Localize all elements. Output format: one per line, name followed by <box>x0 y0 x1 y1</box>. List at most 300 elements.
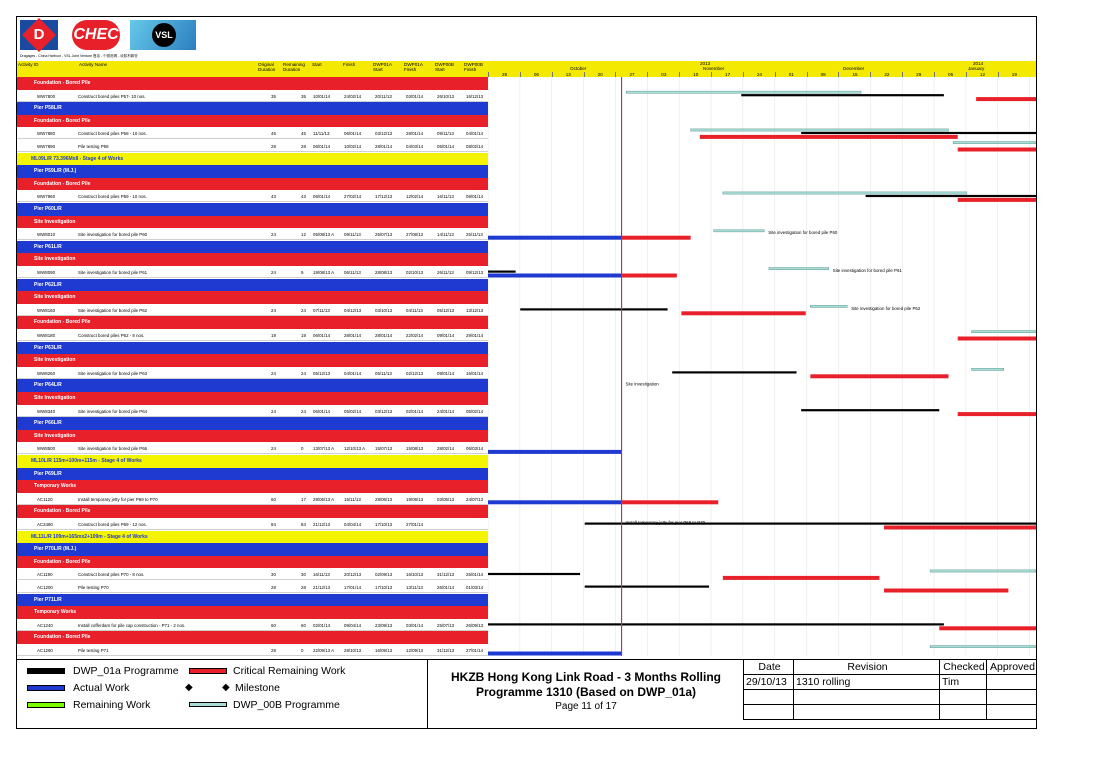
remaining-duration: 35 <box>301 93 306 99</box>
week-tick-label: 20 <box>597 72 603 77</box>
year-2013-label: 2013 <box>700 61 711 66</box>
bar-label: Site investigation for bored pile P61 <box>832 268 902 273</box>
bar-label: Site investigation for bored pile P60 <box>768 230 838 236</box>
finish-date: 17/01/14 <box>344 585 362 590</box>
original-duration: 24 <box>271 446 276 452</box>
activity-name: Construct bored piles P62 - 8 nos. <box>78 333 145 338</box>
table-row[interactable] <box>17 581 488 593</box>
dwp00b-start: 26/01/14 <box>437 585 455 590</box>
work-type-header: Site Investigation <box>17 392 488 405</box>
start-date: 22/09/13 A <box>313 648 334 653</box>
activity-name: Pile testing P70 <box>78 585 109 590</box>
original-duration: 24 <box>271 370 276 376</box>
legend-swatch-actual <box>27 685 65 691</box>
legend <box>17 660 427 728</box>
start-date: 11/11/13 <box>313 131 330 137</box>
table-row[interactable] <box>17 127 488 139</box>
dwp01a-start: 02/09/13 <box>375 572 393 578</box>
finish-date: 28/10/13 <box>344 648 362 653</box>
col-original-duration: Original Duration <box>258 62 276 72</box>
milestone-icon: ◆ <box>185 682 193 693</box>
dwp00b-bar <box>714 230 765 232</box>
pier-header: Pier P60L/R <box>17 203 488 216</box>
dwp00b-finish: 01/03/14 <box>466 585 484 590</box>
original-duration: 28 <box>271 648 276 653</box>
dwp01a-start: 03/12/13 <box>375 408 393 414</box>
stage-header: ML11L/R 109m+165mx2+109m - Stage 4 of Works <box>17 531 488 544</box>
finish-date: 05/02/14 <box>344 408 362 414</box>
critical-bar <box>958 198 1036 202</box>
table-row[interactable] <box>17 518 488 530</box>
original-duration: 24 <box>271 307 276 313</box>
dwp01a-bar <box>488 573 580 575</box>
remaining-duration: 28 <box>301 585 306 590</box>
rev-empty-cell <box>986 690 1037 705</box>
table-row[interactable] <box>17 266 488 278</box>
week-tick-label: 10 <box>693 72 699 77</box>
bar-label: Site investigation for bored pile P62 <box>851 305 921 311</box>
week-tick-label: 15 <box>852 72 858 77</box>
dwp00b-start: 09/01/14 <box>437 333 455 338</box>
dwp01a-start: 28/01/14 <box>375 333 393 338</box>
work-type-header: Site Investigation <box>17 291 488 304</box>
start-date: 13/07/13 A <box>313 446 334 452</box>
gantt-chart <box>488 77 1036 656</box>
finish-date: 04/04/14 <box>344 522 362 527</box>
rev-date: 29/10/13 <box>743 675 793 690</box>
week-tick-label: 13 <box>565 72 571 77</box>
rev-empty-cell <box>986 705 1037 720</box>
legend-milestone-label: Milestone <box>235 682 280 694</box>
dwp01a-start: 20/11/13 <box>375 93 392 99</box>
dwp00b-bar <box>930 646 1036 648</box>
dwp01a-finish: 15/08/13 <box>406 446 424 452</box>
year-2014-label: 2014 <box>973 61 984 66</box>
start-date: 10/01/14 <box>313 93 331 99</box>
col-dwp01a-finish: DWP01A Finish <box>404 62 423 72</box>
dragages-logo: D <box>20 20 58 50</box>
dwp01a-finish: 04/11/13 <box>406 307 423 313</box>
actual-bar <box>488 652 622 656</box>
original-duration: 60 <box>271 496 276 502</box>
col-start: Start <box>312 62 322 67</box>
month-label: December <box>843 66 865 71</box>
dwp01a-start: 05/11/13 <box>375 370 392 376</box>
table-row[interactable] <box>17 405 488 417</box>
original-duration: 84 <box>271 522 276 527</box>
dwp01a-bar <box>741 94 944 96</box>
remaining-duration: 84 <box>301 522 306 527</box>
critical-bar <box>884 589 1008 593</box>
start-date: 02/01/14 <box>313 622 331 628</box>
week-tick-label: 03 <box>661 72 667 77</box>
dwp01a-start: 03/10/13 <box>375 307 393 313</box>
rev-description: 1310 rolling <box>793 675 939 690</box>
rev-empty-cell <box>793 705 939 720</box>
week-tick-label: 12 <box>979 72 986 77</box>
remaining-duration: 17 <box>301 496 306 502</box>
stage-header: ML10L/R 115m+100m+115m - Stage 4 of Works <box>17 455 488 468</box>
start-date: 05/12/13 <box>313 370 331 376</box>
dwp00b-start: 24/01/14 <box>437 408 455 414</box>
activity-name: Install temporary jetty for pier P69 to P70 <box>78 496 158 502</box>
legend-swatch-critical <box>189 668 227 674</box>
joint-venture-text: Dragages - China Harbour - VSL Joint Venture 寶嘉 - 中國港灣 - 威勝利聯營 <box>20 54 138 58</box>
start-date: 16/11/13 <box>313 572 330 578</box>
start-date: 07/11/13 <box>313 307 330 313</box>
activity-name: Construct bored piles P69 - 12 nos. <box>78 522 147 527</box>
work-type-header: Site Investigation <box>17 253 488 266</box>
finish-date: 27/02/14 <box>344 194 362 200</box>
dwp00b-finish: 24/07/13 <box>466 496 484 502</box>
activity-id: WW8500 <box>37 446 56 452</box>
week-tick-label: 27 <box>629 72 635 77</box>
finish-date: 12/10/13 A <box>344 446 365 452</box>
activity-id: AC1120 <box>37 496 53 502</box>
dwp00b-bar <box>953 142 1036 144</box>
dwp01a-start: 28/06/13 <box>375 496 393 502</box>
rev-empty-cell <box>743 705 793 720</box>
col-dwp00b-start: DWP00B Start <box>435 62 454 72</box>
activity-id: AC1240 <box>37 622 53 628</box>
work-type-header: Foundation - Bored Pile <box>17 115 488 128</box>
dwp00b-finish: 29/01/14 <box>466 333 484 338</box>
month-label: October <box>570 66 587 71</box>
rev-empty-cell <box>743 690 793 705</box>
chec-logo: CHEC <box>72 20 120 50</box>
week-tick-label: 06 <box>533 72 539 77</box>
work-type-header: Site Investigation <box>17 354 488 367</box>
week-tick-label: 17 <box>725 72 731 77</box>
work-type-header: Foundation - Bored Pile <box>17 505 488 518</box>
dwp00b-start: 25/07/13 <box>437 622 455 628</box>
finish-date: 09/11/13 <box>344 232 361 238</box>
activity-id: AC1190 <box>37 572 53 578</box>
title-line-1: HKZB Hong Kong Link Road - 3 Months Rolling <box>451 670 721 684</box>
dwp01a-start: 25/07/13 <box>375 232 393 238</box>
dwp00b-finish: 16/12/13 <box>466 93 484 99</box>
dwp01a-finish: 27/01/14 <box>406 522 424 527</box>
dwp00b-finish: 25/01/14 <box>466 572 484 578</box>
original-duration: 28 <box>271 144 276 149</box>
milestone-icon-2: ◆ <box>222 682 230 693</box>
activity-id: WW8160 <box>37 307 56 313</box>
activity-name: Site investigation for bored pile P64 <box>78 408 148 414</box>
remaining-duration: 0 <box>301 446 304 452</box>
start-date: 19/08/13 A <box>313 270 334 275</box>
start-date: 21/12/13 <box>313 585 331 590</box>
activity-name: Pile testing P58 <box>78 144 109 149</box>
col-activity-id: Activity ID <box>18 62 39 67</box>
dwp01a-finish: 27/08/13 <box>406 232 424 238</box>
revision-table <box>743 660 1037 728</box>
month-label: January <box>968 66 985 71</box>
table-header <box>17 61 488 78</box>
original-duration: 24 <box>271 232 276 238</box>
activity-name: Construct bored piles P59 - 10 nos. <box>78 194 147 200</box>
dwp00b-finish: 04/01/14 <box>466 131 484 137</box>
remaining-duration: 43 <box>301 194 306 200</box>
activity-id: WW8340 <box>37 408 56 414</box>
remaining-duration: 28 <box>301 144 306 149</box>
start-date: 21/12/13 <box>313 522 331 527</box>
legend-swatch-dwp01a <box>27 668 65 674</box>
activity-id: WW8260 <box>37 370 56 376</box>
remaining-duration: 0 <box>301 648 304 653</box>
dwp01a-finish: 19/09/13 <box>406 496 424 502</box>
critical-bar <box>681 311 805 315</box>
col-finish: Finish <box>343 62 356 67</box>
remaining-duration: 60 <box>301 622 306 628</box>
legend-critical-label: Critical Remaining Work <box>233 665 346 677</box>
table-row[interactable] <box>17 190 488 202</box>
original-duration: 28 <box>271 585 276 590</box>
remaining-duration: 30 <box>301 572 306 578</box>
activity-name: Construct bored piles P58 - 10 nos. <box>78 131 147 137</box>
legend-remaining-label: Remaining Work <box>73 699 151 711</box>
finish-date: 10/02/14 <box>344 144 362 149</box>
work-type-header: Foundation - Bored Pile <box>17 316 488 329</box>
rev-header-date: Date <box>743 660 793 675</box>
dwp00b-finish: 27/01/14 <box>466 648 484 653</box>
table-row[interactable] <box>17 140 488 152</box>
work-type-header: Foundation - Bored Pile <box>17 77 488 90</box>
activity-id: WW7890 <box>37 144 56 149</box>
table-row[interactable] <box>17 228 488 240</box>
page-number: Page 11 of 17 <box>555 701 617 712</box>
vsl-logo: VSL <box>130 20 196 50</box>
critical-bar <box>884 526 1036 530</box>
rev-header-approved: Approved <box>986 660 1037 675</box>
remaining-duration: 45 <box>301 131 306 137</box>
critical-bar <box>622 500 719 504</box>
week-tick-label: 29 <box>502 72 508 77</box>
legend-actual-label: Actual Work <box>73 682 130 694</box>
activity-id: WW8010 <box>37 232 56 238</box>
finish-date: 24/02/14 <box>344 93 362 99</box>
original-duration: 19 <box>271 333 276 338</box>
finish-date: 15/11/13 <box>344 496 361 502</box>
original-duration: 30 <box>271 572 276 578</box>
week-tick-label: 29 <box>916 72 922 77</box>
table-row[interactable] <box>17 619 488 631</box>
dwp00b-start: 16/11/13 <box>437 194 454 200</box>
dwp00b-finish: 08/01/14 <box>466 194 484 200</box>
start-date: 06/01/14 <box>313 144 331 149</box>
dwp01a-bar <box>672 371 796 373</box>
remaining-duration: 9 <box>301 270 304 275</box>
activity-id: WW8090 <box>37 270 56 275</box>
remaining-duration: 24 <box>301 307 306 313</box>
start-date: 29/06/13 A <box>313 496 334 502</box>
activity-name: Site investigation for bored pile P60 <box>78 232 148 238</box>
dwp01a-finish: 03/01/14 <box>406 93 424 99</box>
dwp00b-start: 26/10/13 <box>437 93 455 99</box>
dwp01a-bar <box>488 271 516 273</box>
rev-empty-cell <box>939 690 986 705</box>
table-row[interactable] <box>17 644 488 656</box>
dwp01a-finish: 02/10/13 <box>406 270 424 275</box>
table-row[interactable] <box>17 304 488 316</box>
dwp01a-finish: 16/10/13 <box>406 572 424 578</box>
start-date: 06/01/14 <box>313 194 331 200</box>
work-type-header: Temporary Works <box>17 606 488 619</box>
table-row[interactable] <box>17 568 488 580</box>
activity-name: Site investigation for bored pile P66 <box>78 446 148 452</box>
activity-name: Construct bored piles P57- 10 nos. <box>78 93 146 99</box>
rev-header-revision: Revision <box>793 660 939 675</box>
work-type-header: Foundation - Bored Pile <box>17 556 488 569</box>
title-block <box>427 660 744 728</box>
dwp01a-finish: 12/02/14 <box>406 194 424 200</box>
remaining-duration: 12 <box>301 232 306 238</box>
pier-header: Pier P63L/R <box>17 342 488 355</box>
work-type-header: Temporary Works <box>17 480 488 493</box>
dwp00b-start: 03/05/13 <box>437 496 455 502</box>
actual-bar <box>488 450 622 454</box>
activity-name: Site investigation for bored pile P63 <box>78 370 148 376</box>
bar-label: Install temporary jetty for pier P69 to P70 <box>625 520 706 525</box>
table-row[interactable] <box>17 367 488 379</box>
actual-bar <box>488 274 622 278</box>
finish-date: 09/04/14 <box>344 622 362 628</box>
dwp00b-finish: 16/01/14 <box>466 370 484 376</box>
critical-bar <box>958 337 1036 341</box>
dwp01a-finish: 02/12/13 <box>406 370 424 376</box>
critical-bar <box>958 412 1036 416</box>
col-remaining-duration: Remaining Duration <box>283 62 305 72</box>
remaining-duration: 24 <box>301 370 306 376</box>
dwp01a-bar <box>488 623 944 625</box>
remaining-duration: 24 <box>301 408 306 414</box>
dwp00b-start: 09/01/14 <box>437 370 455 376</box>
col-activity-name: Activity Name <box>79 62 108 67</box>
original-duration: 60 <box>271 622 276 628</box>
bar-label: Site investigation <box>625 381 659 387</box>
col-dwp01a-start: DWP01A Start <box>373 62 392 72</box>
actual-bar <box>488 500 622 504</box>
work-type-header: Foundation - Bored Pile <box>17 631 488 644</box>
stage-header: ML09L/R 73.396Mx8 - Stage 4 of Works <box>17 153 488 166</box>
dwp00b-finish: 25/11/13 <box>466 232 483 238</box>
dwp01a-start: 03/12/13 <box>375 131 393 137</box>
dwp00b-bar <box>723 192 967 194</box>
dwp01a-finish: 02/01/14 <box>406 408 424 414</box>
original-duration: 45 <box>271 131 276 137</box>
critical-bar <box>723 576 880 580</box>
start-date: 06/01/14 <box>313 333 331 338</box>
start-date: 06/01/14 <box>313 408 331 414</box>
pier-header: Pier P62L/R <box>17 279 488 292</box>
table-row[interactable] <box>17 442 488 454</box>
activity-id: WW7960 <box>37 194 56 200</box>
work-type-header: Site Investigation <box>17 430 488 443</box>
pier-header: Pier P69L/R <box>17 468 488 481</box>
dwp00b-bar <box>972 368 1004 370</box>
finish-date: 20/12/13 <box>344 572 362 578</box>
original-duration: 43 <box>271 194 276 200</box>
dwp00b-start: 31/12/13 <box>437 572 455 578</box>
dwp00b-bar <box>972 331 1036 333</box>
dwp00b-start: 28/02/14 <box>437 446 455 452</box>
table-row[interactable] <box>17 329 488 341</box>
dwp01a-start: 28/01/14 <box>375 144 393 149</box>
activity-name: Pile testing P71 <box>78 648 109 653</box>
rev-empty-cell <box>939 705 986 720</box>
critical-bar <box>622 236 691 240</box>
table-row[interactable] <box>17 90 488 102</box>
legend-swatch-dwp00b <box>189 702 227 707</box>
dwp01a-finish: 22/02/14 <box>406 333 424 338</box>
dwp00b-finish: 09/12/13 <box>466 270 484 275</box>
title-line-2: Programme 1310 (Based on DWP_01a) <box>475 685 697 699</box>
pier-header: Pier P70L/R (M.J.) <box>17 543 488 556</box>
critical-bar <box>700 135 958 139</box>
dwp00b-finish: 05/02/14 <box>466 408 484 414</box>
dwp01a-start: 28/08/13 <box>375 270 393 275</box>
dwp00b-finish: 26/09/13 <box>466 622 484 628</box>
critical-bar <box>810 374 948 378</box>
original-duration: 24 <box>271 408 276 414</box>
week-tick-label: 19 <box>1011 72 1017 77</box>
dwp00b-start: 14/11/13 <box>437 232 454 238</box>
dwp00b-finish: 06/03/14 <box>466 446 484 452</box>
pier-header: Pier P71L/R <box>17 594 488 607</box>
dwp00b-finish: 08/02/14 <box>466 144 484 149</box>
dwp01a-bar <box>520 308 667 310</box>
work-type-header: Site Investigation <box>17 216 488 229</box>
dwp00b-bar <box>691 129 949 131</box>
activity-name: Construct bored piles P70 - 8 nos. <box>78 572 145 578</box>
activity-id: AC2480 <box>37 522 53 527</box>
week-tick-label: 05 <box>948 72 954 77</box>
rev-empty-cell <box>793 690 939 705</box>
dwp01a-finish: 28/01/14 <box>406 131 424 137</box>
original-duration: 35 <box>271 93 276 99</box>
legend-swatch-remaining <box>27 702 65 708</box>
activity-id: AC1260 <box>37 648 53 653</box>
dwp00b-bar <box>810 305 847 307</box>
dwp01a-finish: 12/09/13 <box>406 648 424 653</box>
dwp01a-bar <box>801 409 939 411</box>
rev-checked: Tim <box>939 675 986 690</box>
activity-name: Site investigation for bored pile P61 <box>78 270 148 275</box>
week-tick-label: 22 <box>884 72 890 77</box>
critical-bar <box>976 97 1036 101</box>
finish-date: 28/01/14 <box>344 333 362 338</box>
dwp01a-start: 17/10/13 <box>375 522 393 527</box>
pier-header: Pier P66L/R <box>17 417 488 430</box>
dwp01a-bar <box>585 586 709 588</box>
pier-header: Pier P64L/R <box>17 379 488 392</box>
activity-id: WW8180 <box>37 333 56 338</box>
original-duration: 24 <box>271 270 276 275</box>
rev-approved <box>986 675 1037 690</box>
dwp01a-finish: 13/11/13 <box>406 585 423 590</box>
week-tick-label: 24 <box>756 72 762 77</box>
dwp00b-bar <box>930 570 1036 572</box>
dwp01a-start: 16/09/13 <box>375 648 393 653</box>
dwp01a-finish: 03/01/14 <box>406 622 424 628</box>
table-row[interactable] <box>17 493 488 505</box>
pier-header: Pier P59L/R (M.J.) <box>17 165 488 178</box>
dwp01a-start: 15/07/13 <box>375 446 393 452</box>
pier-header: Pier P61L/R <box>17 241 488 254</box>
finish-date: 04/01/14 <box>344 370 362 376</box>
legend-dwp00b-label: DWP_00B Programme <box>233 699 340 711</box>
dwp00b-bar <box>769 268 829 270</box>
critical-bar <box>958 148 1036 152</box>
